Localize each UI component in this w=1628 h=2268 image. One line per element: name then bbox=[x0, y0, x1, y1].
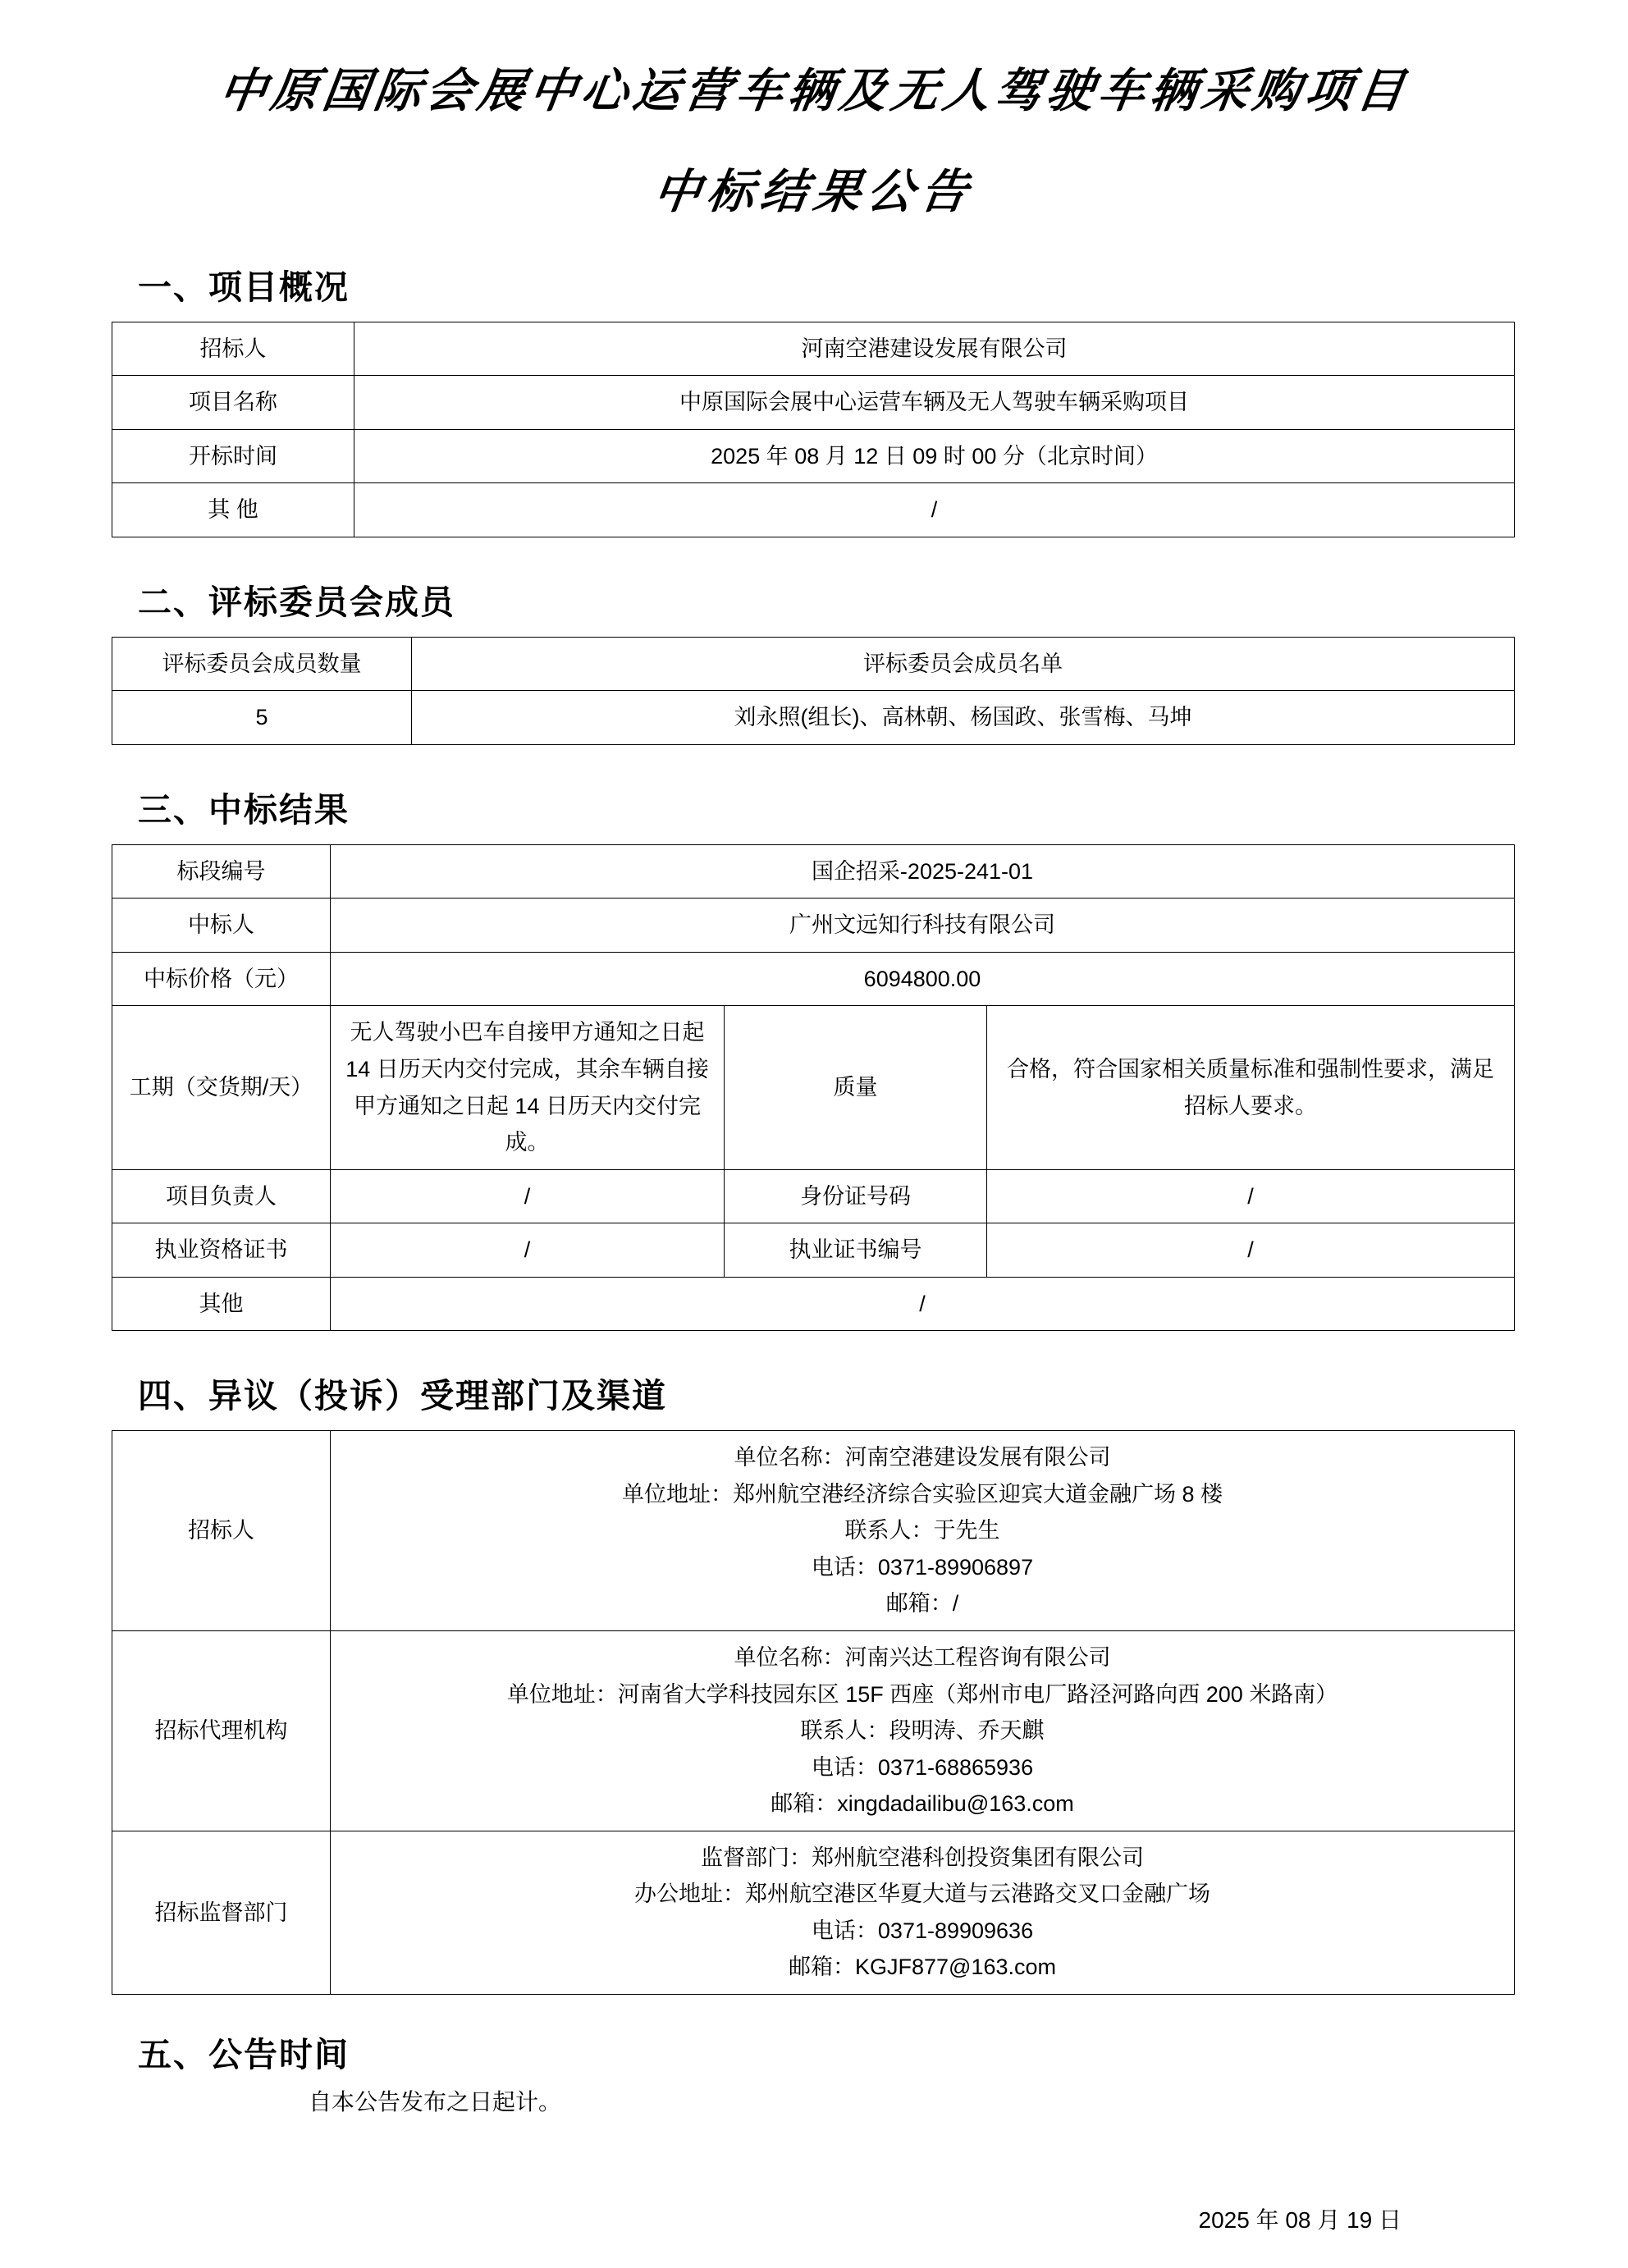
row-value-project-name: 中原国际会展中心运营车辆及无人驾驶车辆采购项目 bbox=[354, 376, 1515, 430]
row-label-tenderer-contact: 招标人 bbox=[112, 1431, 331, 1631]
row-value-quality: 合格，符合国家相关质量标准和强制性要求，满足招标人要求。 bbox=[987, 1006, 1515, 1169]
row-value-section-number: 国企招采-2025-241-01 bbox=[331, 844, 1515, 899]
table-row bbox=[112, 429, 1515, 483]
section-heading-complaint-channels: 四、异议（投诉）受理部门及渠道 bbox=[138, 1377, 667, 1415]
contact-email: 邮箱：/ bbox=[885, 1591, 959, 1616]
row-label-supervisor-contact: 招标监督部门 bbox=[112, 1831, 331, 1994]
row-value-agency-contact bbox=[331, 1630, 1515, 1831]
value-member-names: 刘永照(组长)、高林朝、杨国政、张雪梅、马坤 bbox=[412, 691, 1515, 745]
row-label-other: 其 他 bbox=[112, 483, 354, 537]
row-label-section-number: 标段编号 bbox=[112, 844, 331, 899]
table-row bbox=[112, 1006, 1515, 1169]
document-title-line-1: 中原国际会展中心运营车辆及无人驾驶车辆采购项目 bbox=[216, 66, 1412, 117]
contact-unit-name: 单位名称：河南空港建设发展有限公司 bbox=[734, 1445, 1111, 1470]
contact-person: 联系人：段明涛、乔天麒 bbox=[800, 1718, 1045, 1744]
row-label-quality: 质量 bbox=[725, 1006, 987, 1169]
row-label-duration: 工期（交货期/天） bbox=[112, 1006, 331, 1169]
row-value-supervisor-contact bbox=[331, 1831, 1515, 1994]
row-value-other: / bbox=[331, 1277, 1515, 1331]
contact-unit-address: 单位地址：郑州航空港经济综合实验区迎宾大道金融广场 8 楼 bbox=[621, 1481, 1223, 1507]
contact-phone: 电话：0371-89906897 bbox=[811, 1554, 1034, 1580]
table-header-row bbox=[112, 637, 1515, 691]
row-label-other: 其他 bbox=[112, 1277, 331, 1331]
supervisor-office-address: 办公地址：郑州航空港区华夏大道与云港路交叉口金融广场 bbox=[634, 1882, 1210, 1907]
bid-result-table bbox=[112, 844, 1515, 1331]
contact-email: 邮箱：xingdadailibu@163.com bbox=[771, 1791, 1074, 1817]
table-row bbox=[112, 483, 1515, 537]
table-row bbox=[112, 1223, 1515, 1278]
supervisor-department: 监督部门：郑州航空港科创投资集团有限公司 bbox=[701, 1845, 1144, 1870]
table-row bbox=[112, 1630, 1515, 1831]
row-value-tenderer-contact bbox=[331, 1431, 1515, 1631]
contact-unit-address: 单位地址：河南省大学科技园东区 15F 西座（郑州市电厂路泾河路向西 200 米路南） bbox=[506, 1681, 1338, 1707]
project-overview-table bbox=[112, 322, 1515, 537]
table-row bbox=[112, 952, 1515, 1006]
row-value-project-manager: / bbox=[331, 1169, 725, 1223]
table-row bbox=[112, 1431, 1515, 1631]
table-row bbox=[112, 1169, 1515, 1223]
table-row bbox=[112, 844, 1515, 899]
table-row bbox=[112, 322, 1515, 376]
evaluation-committee-table bbox=[112, 637, 1515, 745]
table-row bbox=[112, 691, 1515, 745]
row-label-winner: 中标人 bbox=[112, 899, 331, 953]
document-title-block bbox=[105, 62, 1523, 222]
row-value-cert-number: / bbox=[987, 1223, 1515, 1278]
row-label-tenderer: 招标人 bbox=[112, 322, 354, 376]
row-label-project-manager: 项目负责人 bbox=[112, 1169, 331, 1223]
document-title-line-2: 中标结果公告 bbox=[650, 167, 978, 219]
section-heading-announcement-time: 五、公告时间 bbox=[138, 2035, 350, 2074]
header-member-names: 评标委员会成员名单 bbox=[412, 637, 1515, 691]
row-value-other: / bbox=[354, 483, 1515, 537]
row-value-winner: 广州文远知行科技有限公司 bbox=[331, 899, 1515, 953]
row-value-id-number: / bbox=[987, 1169, 1515, 1223]
contact-person: 联系人：于先生 bbox=[844, 1518, 1000, 1543]
table-row bbox=[112, 899, 1515, 953]
footer-date: 2025 年 08 月 19 日 bbox=[1198, 2206, 1402, 2233]
header-member-count: 评标委员会成员数量 bbox=[112, 637, 412, 691]
value-member-count: 5 bbox=[112, 691, 412, 745]
section-heading-project-overview: 一、项目概况 bbox=[138, 267, 350, 306]
row-label-bid-opening-time: 开标时间 bbox=[112, 429, 354, 483]
row-value-tenderer: 河南空港建设发展有限公司 bbox=[354, 322, 1515, 376]
section-heading-bid-result: 三、中标结果 bbox=[138, 790, 350, 829]
contact-unit-name: 单位名称：河南兴达工程咨询有限公司 bbox=[734, 1644, 1111, 1670]
row-label-qualification-cert: 执业资格证书 bbox=[112, 1223, 331, 1278]
row-value-qualification-cert: / bbox=[331, 1223, 725, 1278]
complaint-channels-table bbox=[112, 1430, 1515, 1995]
row-label-price: 中标价格（元） bbox=[112, 952, 331, 1006]
row-value-price: 6094800.00 bbox=[331, 952, 1515, 1006]
supervisor-email: 邮箱：KGJF877@163.com bbox=[788, 1955, 1057, 1980]
contact-phone: 电话：0371-68865936 bbox=[811, 1754, 1034, 1780]
table-row bbox=[112, 376, 1515, 430]
table-row bbox=[112, 1277, 1515, 1331]
supervisor-phone: 电话：0371-89909636 bbox=[811, 1918, 1034, 1943]
row-label-id-number: 身份证号码 bbox=[725, 1169, 987, 1223]
row-value-bid-opening-time: 2025 年 08 月 12 日 09 时 00 分（北京时间） bbox=[354, 429, 1515, 483]
row-label-agency-contact: 招标代理机构 bbox=[112, 1630, 331, 1831]
row-label-cert-number: 执业证书编号 bbox=[725, 1223, 987, 1278]
row-value-duration: 无人驾驶小巴车自接甲方通知之日起 14 日历天内交付完成，其余车辆自接甲方通知之日起 14 日历天内交付完成。 bbox=[331, 1006, 725, 1169]
announcement-time-note: 自本公告发布之日起计。 bbox=[309, 2088, 562, 2115]
section-heading-evaluation-committee: 二、评标委员会成员 bbox=[138, 583, 455, 621]
table-row bbox=[112, 1831, 1515, 1994]
row-label-project-name: 项目名称 bbox=[112, 376, 354, 430]
